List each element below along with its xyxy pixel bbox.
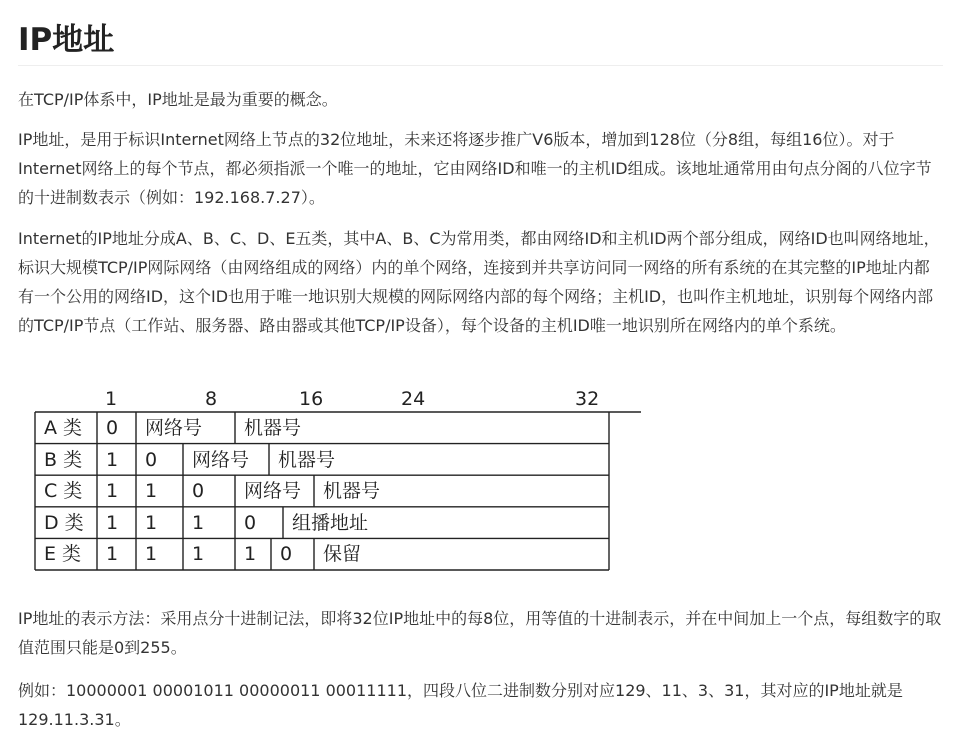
- paragraph-example: 例如：10000001 00001011 00000011 00011111，四段八位二进制数分别对应129、11、3、31，其对应的IP地址就是129.11.3.31。: [18, 681, 903, 729]
- bit-label: 24: [401, 388, 426, 410]
- bit-field-cell: 网络号: [145, 417, 203, 439]
- paragraph-intro: 在TCP/IP体系中，IP地址是最为重要的概念。: [18, 90, 338, 109]
- bit-field-cell: 保留: [323, 543, 362, 566]
- bit-field-cell: 网络号: [244, 480, 302, 503]
- title-divider: [18, 65, 943, 66]
- bit-field-cell: 机器号: [244, 417, 302, 439]
- bit-field-cell: 机器号: [323, 480, 381, 503]
- paragraph-dotted-decimal: IP地址的表示方法：采用点分十进制记法，即将32位IP地址中的每8位，用等值的十进制表示，并在中间加上一个点，每组数字的取值范围只能是0到255。: [18, 609, 942, 657]
- bit-field-cell: 0: [192, 480, 205, 503]
- ip-class-label: A 类: [44, 417, 83, 439]
- bit-field-cell: 0: [106, 417, 119, 439]
- bit-label: 8: [205, 388, 218, 410]
- bit-field-cell: 0: [280, 543, 293, 566]
- bit-field-cell: 1: [106, 480, 119, 503]
- bit-field-cell: 1: [106, 448, 119, 471]
- bit-field-cell: 1: [192, 543, 205, 566]
- ip-class-diagram: [28, 386, 653, 582]
- ip-class-label: D 类: [44, 511, 84, 534]
- bit-field-cell: 1: [192, 511, 205, 534]
- bit-field-cell: 机器号: [278, 448, 336, 471]
- bit-field-cell: 网络号: [192, 448, 250, 471]
- paragraph-ip-classes: Internet的IP地址分成A、B、C、D、E五类，其中A、B、C为常用类，都由网络ID和主机ID两个部分组成，网络ID也叫网络地址，标识大规模TCP/IP网际网络（由网络组成的网络）内的单个网络，连接到并共享访问同一网络的所有系统的在其完整的IP地址内都有一个公用的网络ID，这个ID也用于唯一地识别大规模的网际网络内部的每个网络；主机ID，也叫作主机地址，识别每个网络内部的TCP/IP节点（工作站、服务器、路由器或其他TCP/IP设备），每个设备的主机ID唯一地识别所在网络内的单个系统。: [18, 229, 940, 335]
- bit-field-cell: 1: [106, 543, 119, 566]
- bit-label: 32: [575, 388, 600, 410]
- bit-label: 1: [105, 388, 118, 410]
- page-title: IP地址: [18, 22, 115, 58]
- ip-class-label: C 类: [44, 480, 83, 503]
- bit-field-cell: 0: [244, 511, 257, 534]
- paragraph-ip-definition: IP地址，是用于标识Internet网络上节点的32位地址，未来还将逐步推广V6版本，增加到128位（分8组，每组16位）。对于Internet网络上的每个节点，都必须指派一个唯一的地址，它由网络ID和唯一的主机ID组成。该地址通常用由句点分阁的八位字节的十进制数表示（例如：192.168.7.27）。: [18, 130, 932, 207]
- ip-class-label: B 类: [44, 448, 83, 471]
- ip-class-label: E 类: [44, 543, 82, 566]
- bit-field-cell: 1: [244, 543, 257, 566]
- bit-field-cell: 组播地址: [292, 511, 369, 534]
- bit-field-cell: 1: [145, 543, 158, 566]
- bit-field-cell: 1: [145, 480, 158, 503]
- bit-field-cell: 0: [145, 448, 158, 471]
- bit-field-cell: 1: [106, 511, 119, 534]
- bit-field-cell: 1: [145, 511, 158, 534]
- bit-label: 16: [299, 388, 324, 410]
